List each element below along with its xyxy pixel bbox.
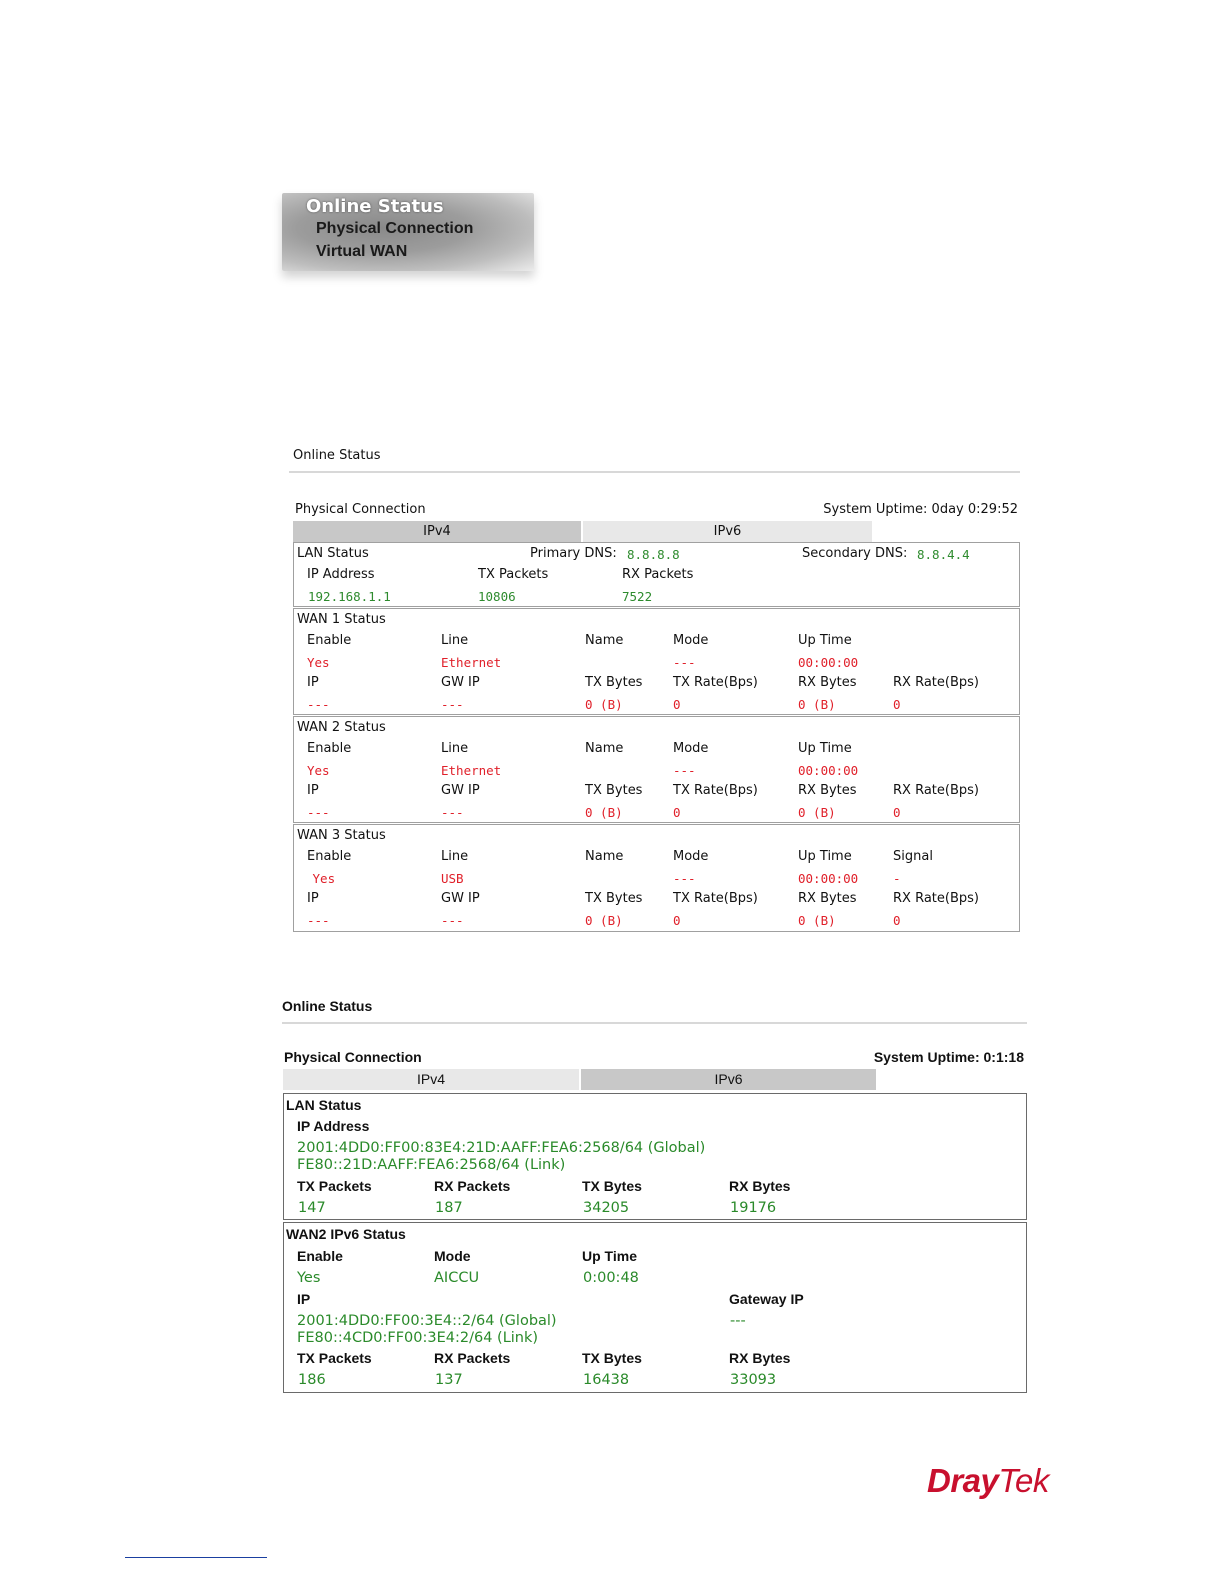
wan1-v-txbytes: 0 (B)	[585, 697, 623, 712]
lan-h-rx-bytes: RX Bytes	[729, 1178, 791, 1194]
wan3-h-uptime: Up Time	[798, 849, 852, 864]
wan2-h-gwip: GW IP	[441, 783, 480, 798]
lan-v-tx-packets: 147	[298, 1200, 326, 1216]
wan2-h-ip: IP	[307, 783, 319, 798]
lan-ip-label: IP Address	[297, 1118, 370, 1134]
wan-v-uptime: 0:00:48	[583, 1270, 639, 1286]
wan1-h-uptime: Up Time	[798, 633, 852, 648]
wan-ip-label: IP	[297, 1291, 311, 1307]
secondary-dns-value: 8.8.4.4	[917, 547, 970, 562]
wan2-h-rxbytes: RX Bytes	[798, 783, 857, 798]
tab-ipv4[interactable]: IPv4	[283, 1069, 579, 1090]
wan2-h-rxrate: RX Rate(Bps)	[893, 783, 979, 798]
wan-ip-global: 2001:4DD0:FF00:3E4::2/64 (Global)	[297, 1313, 557, 1329]
wan1-title: WAN 1 Status	[297, 612, 386, 627]
wan-h-uptime: Up Time	[582, 1248, 637, 1264]
wan2-v-uptime: 00:00:00	[798, 763, 859, 778]
wan3-v-line: USB	[441, 871, 464, 886]
wan3-h-line: Line	[441, 849, 469, 864]
wan1-h-gwip: GW IP	[441, 675, 480, 690]
lan-v-rx-packets: 187	[435, 1200, 463, 1216]
wan3-v-gwip: ---	[441, 913, 464, 928]
menu-title[interactable]: Online Status	[306, 196, 444, 217]
primary-dns-value: 8.8.8.8	[627, 547, 680, 562]
wan-v-rx-packets: 137	[435, 1372, 463, 1388]
menu-item-virtual-wan[interactable]: Virtual WAN	[316, 243, 408, 260]
wan2-status-box	[293, 716, 1020, 823]
logo-part-dray: Dray	[927, 1462, 999, 1499]
wan2-h-txrate: TX Rate(Bps)	[673, 783, 758, 798]
section-title: Physical Connection	[295, 502, 426, 517]
lan-tx-packets-value: 10806	[478, 589, 516, 604]
online-status-menu	[282, 193, 534, 271]
wan2-v-rxbytes: 0 (B)	[798, 805, 836, 820]
wan1-h-mode: Mode	[673, 633, 709, 648]
header-rx-packets: RX Packets	[622, 567, 694, 582]
wan2-title: WAN 2 Status	[297, 720, 386, 735]
wan1-h-rxrate: RX Rate(Bps)	[893, 675, 979, 690]
lan-ip-global: 2001:4DD0:FF00:83E4:21D:AAFF:FEA6:2568/64 (Global)	[297, 1140, 706, 1156]
header-ip-address: IP Address	[307, 567, 375, 582]
wan3-v-signal: -	[893, 871, 901, 886]
wan-h-tx-packets: TX Packets	[297, 1350, 372, 1366]
wan3-status-box	[293, 824, 1020, 932]
divider	[289, 471, 1020, 473]
wan2-v-txrate: 0	[673, 805, 681, 820]
wan3-h-rxrate: RX Rate(Bps)	[893, 891, 979, 906]
wan3-v-enable: Yes	[305, 871, 336, 886]
wan1-h-line: Line	[441, 633, 469, 648]
lan-h-tx-bytes: TX Bytes	[582, 1178, 642, 1194]
wan2-h-line: Line	[441, 741, 469, 756]
wan2-v-mode: ---	[673, 763, 696, 778]
menu-item-physical-connection[interactable]: Physical Connection	[316, 220, 474, 237]
wan3-v-txrate: 0	[673, 913, 681, 928]
wan1-h-txbytes: TX Bytes	[585, 675, 643, 690]
draytek-logo	[927, 1462, 1049, 1500]
wan1-v-uptime: 00:00:00	[798, 655, 859, 670]
wan2-h-enable: Enable	[307, 741, 352, 756]
wan1-v-rxrate: 0	[893, 697, 901, 712]
wan1-h-ip: IP	[307, 675, 319, 690]
wan3-h-signal: Signal	[893, 849, 933, 864]
wan2-v-rxrate: 0	[893, 805, 901, 820]
wan2-h-mode: Mode	[673, 741, 709, 756]
wan1-v-line: Ethernet	[441, 655, 502, 670]
wan-h-rx-bytes: RX Bytes	[729, 1350, 791, 1366]
wan-v-tx-packets: 186	[298, 1372, 326, 1388]
divider	[282, 1022, 1027, 1024]
wan3-h-name: Name	[585, 849, 624, 864]
wan-h-rx-packets: RX Packets	[434, 1350, 511, 1366]
wan2-v-ip: ---	[307, 805, 330, 820]
wan3-v-rxbytes: 0 (B)	[798, 913, 836, 928]
wan2-h-name: Name	[585, 741, 624, 756]
wan1-h-enable: Enable	[307, 633, 352, 648]
wan2-v-txbytes: 0 (B)	[585, 805, 623, 820]
wan3-h-txbytes: TX Bytes	[585, 891, 643, 906]
wan1-v-txrate: 0	[673, 697, 681, 712]
wan1-v-ip: ---	[307, 697, 330, 712]
wan-gateway-label: Gateway IP	[729, 1291, 804, 1307]
lan-status-title: LAN Status	[286, 1097, 362, 1113]
wan-v-tx-bytes: 16438	[583, 1372, 630, 1388]
wan-v-enable: Yes	[297, 1270, 321, 1286]
system-uptime: System Uptime: 0day 0:29:52	[823, 502, 1018, 517]
wan2-v-line: Ethernet	[441, 763, 502, 778]
page-title: Online Status	[282, 998, 373, 1014]
system-uptime: System Uptime: 0:1:18	[873, 1049, 1024, 1065]
tab-ipv6[interactable]: IPv6	[581, 1069, 876, 1090]
wan3-title: WAN 3 Status	[297, 828, 386, 843]
section-title: Physical Connection	[284, 1049, 422, 1065]
lan-v-rx-bytes: 19176	[730, 1200, 777, 1216]
wan3-h-mode: Mode	[673, 849, 709, 864]
wan1-h-rxbytes: RX Bytes	[798, 675, 857, 690]
lan-v-tx-bytes: 34205	[583, 1200, 630, 1216]
page-title: Online Status	[293, 448, 381, 463]
wan3-v-mode: ---	[673, 871, 696, 886]
lan-ip-link: FE80::21D:AAFF:FEA6:2568/64 (Link)	[297, 1157, 566, 1173]
wan3-h-ip: IP	[307, 891, 319, 906]
wan-h-tx-bytes: TX Bytes	[582, 1350, 642, 1366]
wan3-v-txbytes: 0 (B)	[585, 913, 623, 928]
wan-v-rx-bytes: 33093	[730, 1372, 777, 1388]
lan-h-tx-packets: TX Packets	[297, 1178, 372, 1194]
wan3-h-gwip: GW IP	[441, 891, 480, 906]
wan3-v-ip: ---	[307, 913, 330, 928]
wan1-h-txrate: TX Rate(Bps)	[673, 675, 758, 690]
wan3-v-uptime: 00:00:00	[798, 871, 859, 886]
wan-v-mode: AICCU	[434, 1270, 480, 1286]
wan1-v-gwip: ---	[441, 697, 464, 712]
lan-status-title: LAN Status	[297, 546, 369, 561]
wan2-ipv6-status-box	[283, 1222, 1027, 1393]
tab-ipv6[interactable]: IPv6	[583, 521, 872, 542]
wan3-h-txrate: TX Rate(Bps)	[673, 891, 758, 906]
wan1-status-box	[293, 608, 1020, 715]
wan2-v-enable: Yes	[307, 763, 330, 778]
wan1-v-mode: ---	[673, 655, 696, 670]
wan-h-enable: Enable	[297, 1248, 343, 1264]
lan-ip-value: 192.168.1.1	[308, 589, 391, 604]
wan-ip-link: FE80::4CD0:FF00:3E4:2/64 (Link)	[297, 1330, 539, 1346]
wan3-h-rxbytes: RX Bytes	[798, 891, 857, 906]
wan-h-mode: Mode	[434, 1248, 471, 1264]
wan3-h-enable: Enable	[307, 849, 352, 864]
wan1-h-name: Name	[585, 633, 624, 648]
lan-rx-packets-value: 7522	[622, 589, 653, 604]
wan1-v-enable: Yes	[307, 655, 330, 670]
wan3-v-rxrate: 0	[893, 913, 901, 928]
primary-dns-label: Primary DNS:	[530, 546, 617, 561]
tab-ipv4[interactable]: IPv4	[293, 521, 581, 542]
wan1-v-rxbytes: 0 (B)	[798, 697, 836, 712]
lan-h-rx-packets: RX Packets	[434, 1178, 511, 1194]
wan2-h-uptime: Up Time	[798, 741, 852, 756]
secondary-dns-label: Secondary DNS:	[802, 546, 908, 561]
footer-link-underline	[125, 1557, 267, 1558]
wan2-h-txbytes: TX Bytes	[585, 783, 643, 798]
wan-gateway-value: ---	[730, 1313, 746, 1329]
wan2-v-gwip: ---	[441, 805, 464, 820]
wan2-ipv6-title: WAN2 IPv6 Status	[286, 1226, 406, 1242]
header-tx-packets: TX Packets	[478, 567, 549, 582]
logo-part-tek: Tek	[998, 1462, 1049, 1499]
